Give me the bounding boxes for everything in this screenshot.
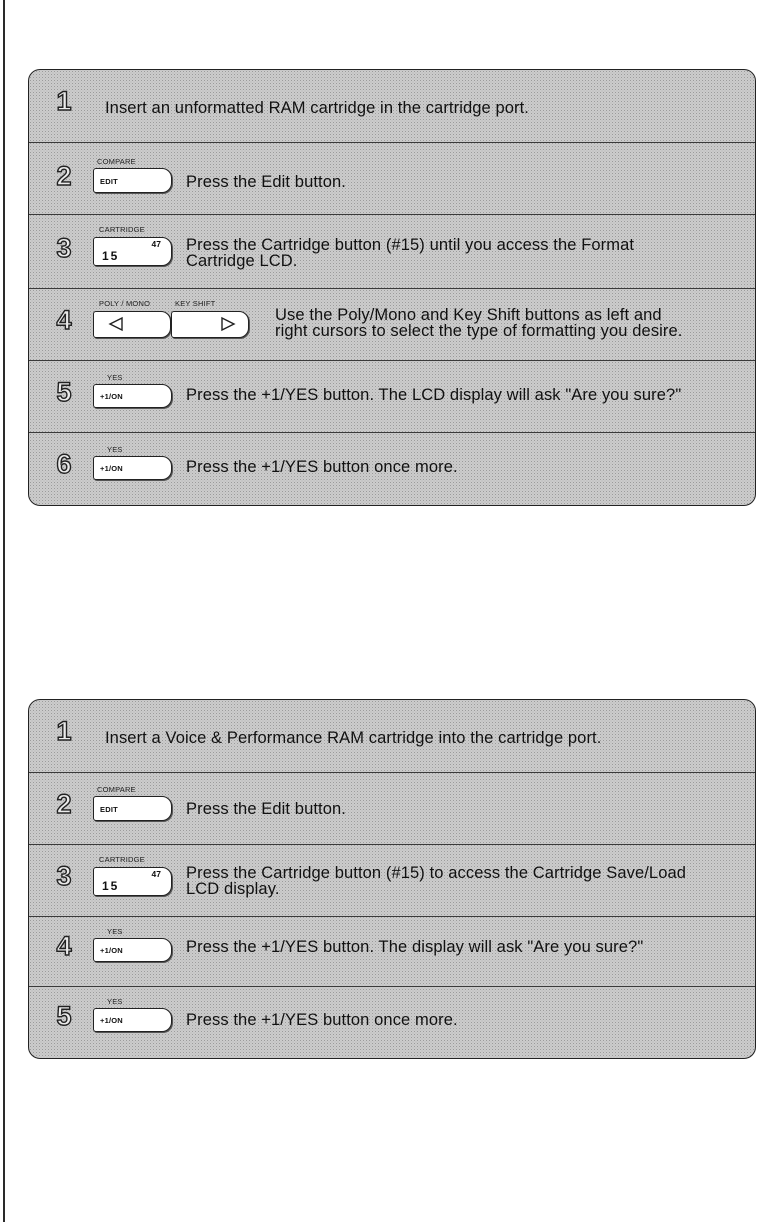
edit-button xyxy=(93,168,172,193)
key-shift-caption: KEY SHIFT xyxy=(175,299,216,308)
button-label: +1/ON xyxy=(100,464,123,473)
left-arrow-icon xyxy=(94,312,172,339)
page-margin-rule xyxy=(3,0,5,1222)
format-step-5 xyxy=(29,360,755,432)
key-shift-button xyxy=(171,311,249,338)
plus-one-yes-button xyxy=(93,384,172,408)
yes-button-illustration xyxy=(93,927,173,971)
step-text-line-1: Use the Poly/Mono and Key Shift buttons as left and xyxy=(275,306,662,324)
button-caption: CARTRIDGE xyxy=(99,225,145,234)
step-text: Insert an unformatted RAM cartridge in the cartridge port. xyxy=(105,99,529,117)
button-caption: YES xyxy=(107,373,123,382)
format-cartridge-steps-panel xyxy=(28,69,756,506)
step-text-line-1: Press the Cartridge button (#15) until you access the Format xyxy=(186,236,635,254)
button-small-number: 47 xyxy=(151,239,161,249)
button-caption: YES xyxy=(107,445,123,454)
step-number: 1 xyxy=(56,716,72,746)
plus-one-yes-button xyxy=(93,456,172,480)
button-caption: YES xyxy=(107,927,123,936)
button-number: 15 xyxy=(102,879,120,893)
step-number: 4 xyxy=(56,931,72,961)
format-step-4 xyxy=(29,288,755,360)
edit-button xyxy=(93,796,172,821)
step-text: Press the Edit button. xyxy=(186,800,346,818)
step-text: Press the Edit button. xyxy=(186,173,346,191)
cartridge-button xyxy=(93,237,172,266)
save-step-2 xyxy=(29,772,755,844)
yes-button-illustration xyxy=(93,997,173,1041)
button-label: +1/ON xyxy=(100,1016,123,1025)
cartridge-button-illustration xyxy=(93,225,173,277)
step-number: 2 xyxy=(56,789,72,819)
button-caption: YES xyxy=(107,997,123,1006)
step-text: Press the +1/YES button. The LCD display will ask "Are you sure?" xyxy=(186,386,682,404)
step-text-line-2: LCD display. xyxy=(186,880,280,898)
poly-mono-caption: POLY / MONO xyxy=(99,299,151,308)
format-step-2 xyxy=(29,142,755,214)
button-label: EDIT xyxy=(100,177,118,186)
button-caption: COMPARE xyxy=(97,785,136,794)
step-text-line-2: right cursors to select the type of formatting you desire. xyxy=(275,322,683,340)
edit-button-illustration xyxy=(93,785,173,825)
step-number: 3 xyxy=(56,233,72,263)
step-number: 1 xyxy=(56,86,72,116)
save-load-steps-panel xyxy=(28,699,756,1059)
step-text: Press the +1/YES button. The display will ask "Are you sure?" xyxy=(186,938,644,956)
button-caption: COMPARE xyxy=(97,157,136,166)
format-step-3 xyxy=(29,214,755,288)
step-number: 5 xyxy=(56,1001,72,1031)
step-text: Insert a Voice & Performance RAM cartridge into the cartridge port. xyxy=(105,729,602,747)
button-label: +1/ON xyxy=(100,946,123,955)
right-arrow-icon xyxy=(172,312,250,339)
plus-one-yes-button xyxy=(93,1008,172,1032)
step-text-line-1: Press the Cartridge button (#15) to access the Cartridge Save/Load xyxy=(186,864,687,882)
step-number: 4 xyxy=(56,305,72,335)
button-caption: CARTRIDGE xyxy=(99,855,145,864)
save-step-3 xyxy=(29,844,755,916)
plus-one-yes-button xyxy=(93,938,172,962)
button-number: 15 xyxy=(102,249,120,263)
step-text: Press the +1/YES button once more. xyxy=(186,458,458,476)
yes-button-illustration xyxy=(93,445,173,489)
step-number: 3 xyxy=(56,861,72,891)
step-number: 2 xyxy=(56,161,72,191)
step-text-line-2: Cartridge LCD. xyxy=(186,252,298,270)
format-step-6 xyxy=(29,432,755,506)
cursor-buttons-illustration xyxy=(93,299,253,347)
step-text: Press the +1/YES button once more. xyxy=(186,1011,458,1029)
step-number: 5 xyxy=(56,377,72,407)
save-step-5 xyxy=(29,986,755,1059)
cartridge-button-illustration xyxy=(93,855,173,907)
step-number: 6 xyxy=(56,449,72,479)
save-step-4 xyxy=(29,916,755,986)
save-step-1 xyxy=(29,700,755,772)
poly-mono-button xyxy=(93,311,171,338)
yes-button-illustration xyxy=(93,373,173,417)
button-label: EDIT xyxy=(100,805,118,814)
button-label: +1/ON xyxy=(100,392,123,401)
cartridge-button xyxy=(93,867,172,896)
format-step-1 xyxy=(29,70,755,142)
button-small-number: 47 xyxy=(151,869,161,879)
edit-button-illustration xyxy=(93,157,173,197)
